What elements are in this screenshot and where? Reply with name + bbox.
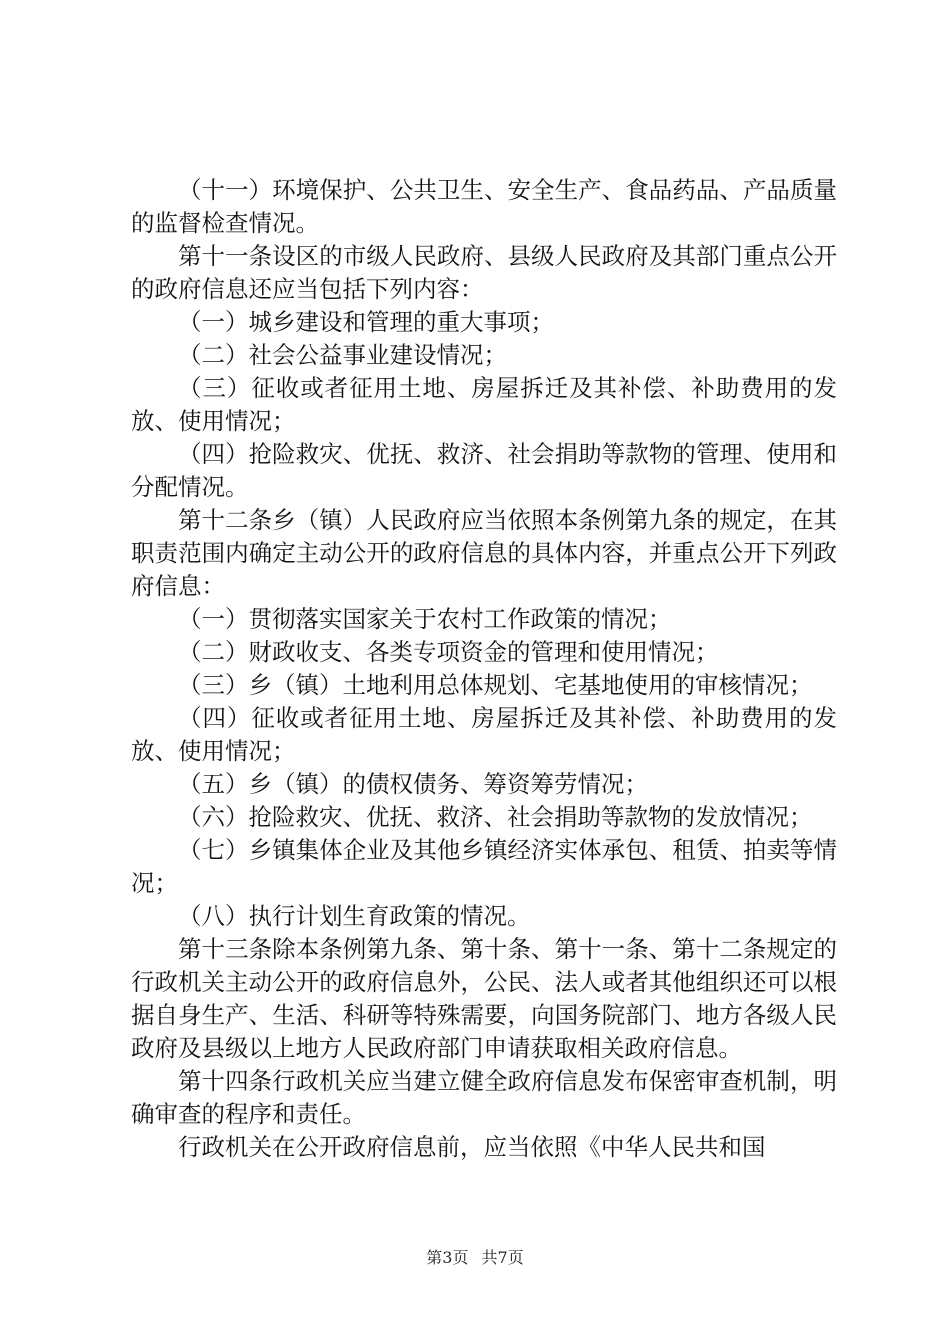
paragraph: （十一）环境保护、公共卫生、安全生产、食品药品、产品质量的监督检查情况。 — [131, 176, 837, 237]
paragraph: （五）乡（镇）的债权债务、筹资筹劳情况； — [178, 770, 648, 798]
document-body — [131, 174, 837, 1164]
paragraph: （七）乡镇集体企业及其他乡镇经济实体承包、租赁、拍卖等情况； — [131, 836, 837, 897]
page-number: 第3页 — [426, 1248, 469, 1267]
paragraph: （一）城乡建设和管理的重大事项； — [178, 308, 554, 336]
paragraph: 第十四条行政机关应当建立健全政府信息发布保密审查机制，明确审查的程序和责任。 — [131, 1067, 837, 1128]
paragraph: （八）执行计划生育政策的情况。 — [178, 902, 531, 930]
paragraph: （三）征收或者征用土地、房屋拆迁及其补偿、补助费用的发放、使用情况； — [131, 374, 837, 435]
paragraph: 行政机关在公开政府信息前，应当依照《中华人民共和国 — [178, 1133, 766, 1161]
paragraph: （二）社会公益事业建设情况； — [178, 341, 507, 369]
paragraph: 第十三条除本条例第九条、第十条、第十一条、第十二条规定的行政机关主动公开的政府信息外，公民、法人或者其他组织还可以根据自身生产、生活、科研等特殊需要，向国务院部门、地方各级人民政府及县级以上地方人民政府部门申请获取相关政府信息。 — [131, 935, 837, 1062]
page-footer — [0, 1245, 950, 1268]
paragraph: 第十一条设区的市级人民政府、县级人民政府及其部门重点公开的政府信息还应当包括下列内容： — [131, 242, 837, 303]
page-total: 共7页 — [481, 1248, 524, 1267]
paragraph: 第十二条乡（镇）人民政府应当依照本条例第九条的规定，在其职责范围内确定主动公开的政府信息的具体内容，并重点公开下列政府信息： — [131, 506, 837, 600]
paragraph: （四）征收或者征用土地、房屋拆迁及其补偿、补助费用的发放、使用情况； — [131, 704, 837, 765]
paragraph: （四）抢险救灾、优抚、救济、社会捐助等款物的管理、使用和分配情况。 — [131, 440, 837, 501]
paragraph: （六）抢险救灾、优抚、救济、社会捐助等款物的发放情况； — [178, 803, 813, 831]
paragraph: （三）乡（镇）土地利用总体规划、宅基地使用的审核情况； — [178, 671, 813, 699]
paragraph: （二）财政收支、各类专项资金的管理和使用情况； — [178, 638, 719, 666]
paragraph: （一）贯彻落实国家关于农村工作政策的情况； — [178, 605, 672, 633]
